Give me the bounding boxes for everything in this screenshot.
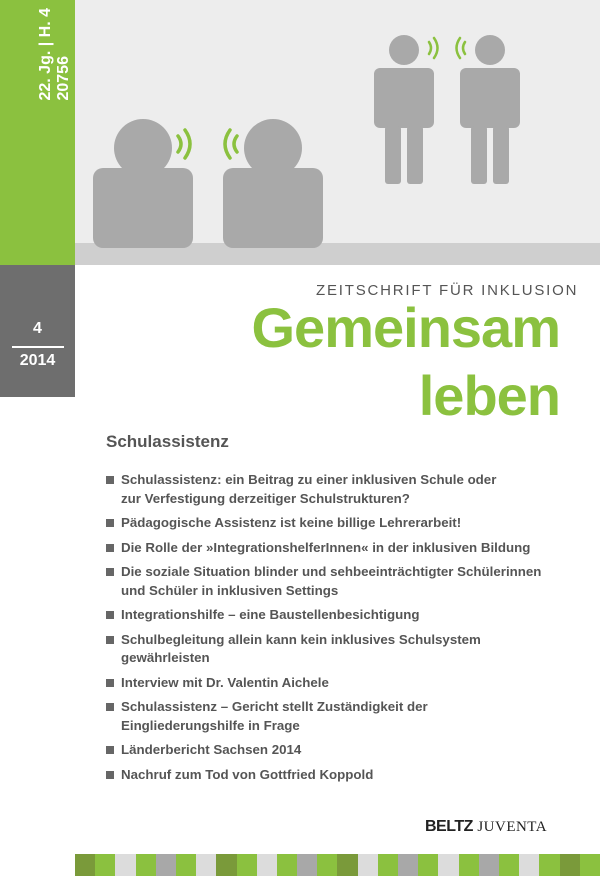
- spine-volume-block: [0, 0, 75, 265]
- stripe-segment: [237, 854, 257, 876]
- standing-person-right-icon: [460, 35, 520, 184]
- toc-item: Nachruf zum Tod von Gottfried Koppold: [106, 766, 576, 785]
- toc-item: Länderbericht Sachsen 2014: [106, 741, 576, 760]
- toc-item: Schulassistenz – Gericht stellt Zuständigkeit der Eingliederungshilfe in Frage: [106, 698, 576, 735]
- stripe-segment: [398, 854, 418, 876]
- sound-waves-seated-icon: [178, 130, 237, 158]
- toc-item: Schulbegleitung allein kann kein inklusives Schulsystem gewährleisten: [106, 631, 576, 668]
- journal-code: 20756: [55, 56, 72, 101]
- volume-label: 22. Jg. | H. 4: [37, 8, 54, 101]
- publisher-logo: [425, 818, 547, 836]
- publisher-name-part1: BELTZ: [425, 818, 473, 835]
- square-bullet-icon: [106, 746, 114, 754]
- decorative-stripe-bar: [75, 854, 600, 876]
- toc-item: Interview mit Dr. Valentin Aichele: [106, 674, 576, 693]
- stripe-segment: [539, 854, 559, 876]
- journal-title-line2: leben: [418, 364, 560, 427]
- stripe-segment: [479, 854, 499, 876]
- stripe-segment: [378, 854, 398, 876]
- square-bullet-icon: [106, 679, 114, 687]
- issue-year: 2014: [19, 352, 56, 369]
- stripe-segment: [257, 854, 277, 876]
- stripe-segment: [438, 854, 458, 876]
- table-of-contents: [106, 471, 576, 790]
- issue-number: 4: [33, 320, 42, 337]
- square-bullet-icon: [106, 611, 114, 619]
- stripe-segment: [115, 854, 135, 876]
- stripe-segment: [75, 854, 95, 876]
- stripe-segment: [317, 854, 337, 876]
- issue-topic: Schulassistenz: [106, 432, 229, 451]
- square-bullet-icon: [106, 636, 114, 644]
- stripe-segment: [519, 854, 539, 876]
- stripe-segment: [297, 854, 317, 876]
- toc-item: Pädagogische Assistenz ist keine billige Lehrerarbeit!: [106, 514, 576, 533]
- square-bullet-icon: [106, 771, 114, 779]
- stripe-segment: [277, 854, 297, 876]
- people-talking-illustration: [75, 0, 600, 265]
- stripe-segment: [580, 854, 600, 876]
- stripe-segment: [337, 854, 357, 876]
- stripe-segment: [136, 854, 156, 876]
- stripe-segment: [499, 854, 519, 876]
- square-bullet-icon: [106, 568, 114, 576]
- toc-item: Integrationshilfe – eine Baustellenbesichtigung: [106, 606, 576, 625]
- square-bullet-icon: [106, 476, 114, 484]
- cover-illustration: [75, 0, 600, 265]
- toc-item: Die soziale Situation blinder und sehbeeinträchtigter Schülerinnen und Schüler in inklusiven Settings: [106, 563, 576, 600]
- stripe-segment: [459, 854, 479, 876]
- journal-subtitle: ZEITSCHRIFT FÜR INKLUSION: [316, 282, 579, 299]
- stripe-segment: [95, 854, 115, 876]
- stripe-segment: [418, 854, 438, 876]
- stripe-segment: [156, 854, 176, 876]
- toc-item: Die Rolle der »IntegrationshelferInnen« in der inklusiven Bildung: [106, 539, 576, 558]
- square-bullet-icon: [106, 519, 114, 527]
- stripe-segment: [216, 854, 236, 876]
- toc-item: Schulassistenz: ein Beitrag zu einer inklusiven Schule oder zur Verfestigung derzeitiger Schulstrukturen?: [106, 471, 576, 508]
- stripe-segment: [176, 854, 196, 876]
- stripe-segment: [560, 854, 580, 876]
- publisher-name-part2: JUVENTA: [477, 819, 548, 835]
- square-bullet-icon: [106, 544, 114, 552]
- stripe-segment: [358, 854, 378, 876]
- seated-person-right-icon: [223, 119, 323, 248]
- stripe-segment: [196, 854, 216, 876]
- square-bullet-icon: [106, 703, 114, 711]
- journal-title-line1: Gemeinsam: [251, 296, 560, 359]
- standing-person-left-icon: [374, 35, 434, 184]
- sound-waves-standing-icon: [429, 38, 465, 58]
- issue-divider: [12, 346, 64, 348]
